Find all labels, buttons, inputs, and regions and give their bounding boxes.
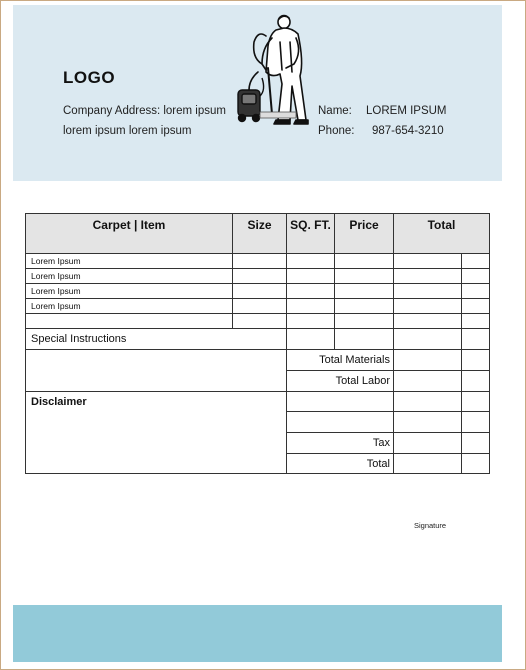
summary-blank-cents-cell-1[interactable] xyxy=(462,392,490,412)
special-instructions-label: Special Instructions xyxy=(26,329,287,350)
sqft-cell[interactable] xyxy=(287,314,335,329)
column-header-carpet-item: Carpet | Item xyxy=(26,214,233,254)
name-value: LOREM IPSUM xyxy=(366,105,447,117)
total-cell[interactable] xyxy=(394,299,462,314)
sqft-cell[interactable] xyxy=(287,269,335,284)
special-instructions-price-cell[interactable] xyxy=(335,329,394,350)
logo-placeholder: LOGO xyxy=(63,68,116,87)
signature-label: Signature xyxy=(414,521,447,530)
disclaimer-row xyxy=(26,392,490,412)
carpet-cleaner-worker-illustration xyxy=(232,12,312,132)
phone-label: Phone: xyxy=(318,125,355,137)
grand-total-value-cell[interactable] xyxy=(394,454,462,474)
column-header-price: Price xyxy=(335,214,394,254)
table-row xyxy=(26,314,490,329)
summary-blank-label-cell-1 xyxy=(287,392,394,412)
price-cell[interactable] xyxy=(335,254,394,269)
total-materials-value-cell[interactable] xyxy=(394,350,462,371)
total-cents-cell[interactable] xyxy=(462,314,490,329)
total-cents-cell[interactable] xyxy=(462,254,490,269)
table-row xyxy=(26,254,490,269)
tax-label: Tax xyxy=(287,433,394,454)
total-cell[interactable] xyxy=(394,254,462,269)
size-cell[interactable] xyxy=(233,269,287,284)
special-instructions-cents-cell[interactable] xyxy=(462,329,490,350)
total-labor-cents-cell[interactable] xyxy=(462,371,490,392)
company-address-line-2: lorem ipsum lorem ipsum xyxy=(63,125,192,137)
price-cell[interactable] xyxy=(335,284,394,299)
total-materials-row xyxy=(26,350,490,371)
item-cell[interactable] xyxy=(26,314,233,329)
total-cell[interactable] xyxy=(394,284,462,299)
sqft-cell[interactable] xyxy=(287,284,335,299)
summary-blank-value-cell-1[interactable] xyxy=(394,392,462,412)
total-cell[interactable] xyxy=(394,314,462,329)
special-instructions-area[interactable] xyxy=(26,350,287,392)
summary-blank-label-cell-2 xyxy=(287,412,394,433)
summary-blank-value-cell-2[interactable] xyxy=(394,412,462,433)
company-address-line-1: Company Address: lorem ipsum xyxy=(63,105,226,117)
total-cell[interactable] xyxy=(394,269,462,284)
table-header-row xyxy=(26,214,490,254)
phone-value: 987-654-3210 xyxy=(372,125,444,137)
special-instructions-row xyxy=(26,329,490,350)
size-cell[interactable] xyxy=(233,314,287,329)
item-cell[interactable]: Lorem Ipsum xyxy=(26,254,233,269)
total-cents-cell[interactable] xyxy=(462,284,490,299)
size-cell[interactable] xyxy=(233,284,287,299)
total-labor-label: Total Labor xyxy=(287,371,394,392)
item-cell[interactable]: Lorem Ipsum xyxy=(26,284,233,299)
footer-band xyxy=(13,605,502,662)
special-instructions-total-cell[interactable] xyxy=(394,329,462,350)
total-cents-cell[interactable] xyxy=(462,299,490,314)
invoice-table xyxy=(25,213,490,474)
total-materials-label: Total Materials xyxy=(287,350,394,371)
price-cell[interactable] xyxy=(335,299,394,314)
special-instructions-sqft-cell[interactable] xyxy=(287,329,335,350)
disclaimer-label: Disclaimer xyxy=(26,392,287,474)
total-labor-value-cell[interactable] xyxy=(394,371,462,392)
column-header-sq-ft: SQ. FT. xyxy=(287,214,335,254)
table-row xyxy=(26,299,490,314)
name-label: Name: xyxy=(318,105,352,117)
table-row xyxy=(26,269,490,284)
tax-cents-cell[interactable] xyxy=(462,433,490,454)
table-row xyxy=(26,284,490,299)
item-cell[interactable]: Lorem Ipsum xyxy=(26,269,233,284)
sqft-cell[interactable] xyxy=(287,299,335,314)
column-header-total: Total xyxy=(394,214,490,254)
price-cell[interactable] xyxy=(335,314,394,329)
total-materials-cents-cell[interactable] xyxy=(462,350,490,371)
grand-total-label: Total xyxy=(287,454,394,474)
item-cell[interactable]: Lorem Ipsum xyxy=(26,299,233,314)
total-cents-cell[interactable] xyxy=(462,269,490,284)
tax-value-cell[interactable] xyxy=(394,433,462,454)
price-cell[interactable] xyxy=(335,269,394,284)
summary-blank-cents-cell-2[interactable] xyxy=(462,412,490,433)
size-cell[interactable] xyxy=(233,299,287,314)
size-cell[interactable] xyxy=(233,254,287,269)
column-header-size: Size xyxy=(233,214,287,254)
grand-total-cents-cell[interactable] xyxy=(462,454,490,474)
sqft-cell[interactable] xyxy=(287,254,335,269)
